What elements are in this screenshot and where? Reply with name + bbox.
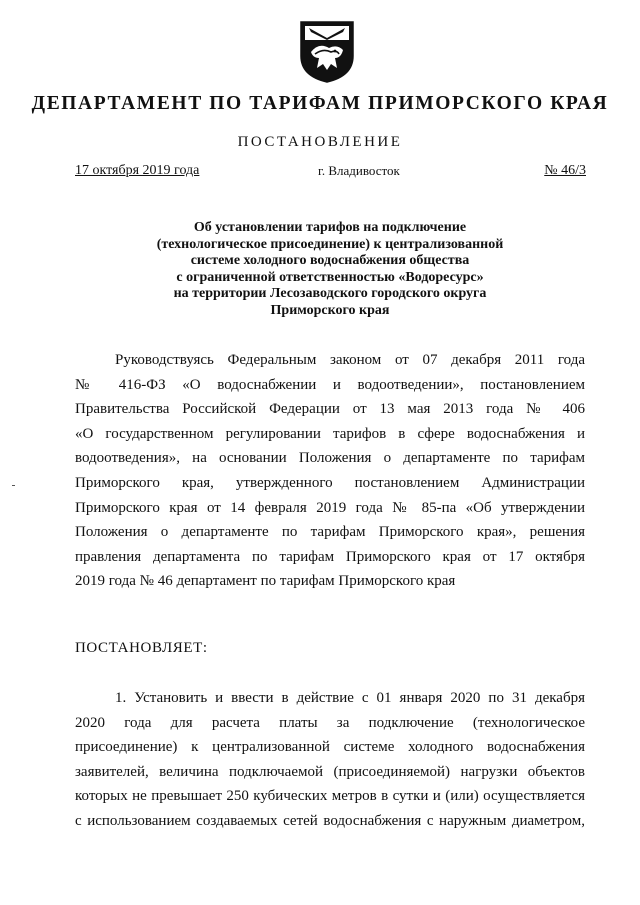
text-line: которых не превышает 250 кубических метров в сутки и (или) осуществляется: [75, 788, 585, 805]
margin-mark: [12, 485, 15, 486]
text-line: 2019 года № 46 департамент по тарифам Приморского края: [75, 573, 456, 590]
text-line: Правительства Российской Федерации от 13 мая 2013 года № 406: [75, 401, 585, 418]
text-line: правления департамента по тарифам Приморского края от 17 октября: [75, 548, 585, 565]
department-title: ДЕПАРТАМЕНТ ПО ТАРИФАМ ПРИМОРСКОГО КРАЯ: [31, 93, 609, 114]
document-subject: [110, 220, 550, 320]
coat-of-arms-emblem: [297, 18, 357, 84]
text-line: водоотведения», на основании Положения о департаменте по тарифам: [75, 450, 585, 467]
document-type: ПОСТАНОВЛЕНИЕ: [237, 134, 403, 150]
item-1-paragraph: [75, 686, 585, 834]
subject-line: (технологическое присоединение) к централизованной: [156, 236, 504, 252]
document-date: 17 октября 2019 года: [75, 163, 200, 178]
text-line: с использованием создаваемых сетей водоснабжения с наружным диаметром,: [75, 812, 585, 829]
text-line: № 416-ФЗ «О водоснабжении и водоотведении», постановлением: [75, 376, 585, 393]
text-line: присоединение) к централизованной системе холодного водоснабжения: [75, 739, 585, 756]
date-line: [75, 163, 586, 181]
text-line: Руководствуясь Федеральным законом от 07 декабря 2011 года: [115, 352, 585, 368]
subject-line: Об установлении тарифов на подключение: [193, 220, 467, 235]
text-line: Приморского края, утвержденного постановлением Администрации: [75, 474, 585, 491]
subject-line: системе холодного водоснабжения общества: [190, 253, 470, 269]
resolve-heading: ПОСТАНОВЛЯЕТ:: [75, 640, 208, 656]
text-line: «О государственном регулировании тарифов в сфере водоснабжения и: [75, 425, 585, 442]
text-line: Приморского края от 14 февраля 2019 года № 85-па «Об утверждении: [75, 499, 585, 516]
subject-line: Приморского края: [270, 302, 390, 318]
subject-line: с ограниченной ответственностью «Водоресурс»: [176, 269, 484, 285]
text-line: заявителей, величина подключаемой (присоединяемой) нагрузки объектов: [75, 763, 585, 780]
text-line: 2020 года для расчета платы за подключение (технологическое: [75, 714, 585, 731]
document-number: № 46/3: [544, 163, 586, 178]
subject-line: на территории Лесозаводского городского округа: [173, 286, 487, 302]
text-line: 1. Установить и ввести в действие с 01 января 2020 по 31 декабря: [115, 690, 585, 706]
preamble-paragraph: [75, 348, 585, 594]
text-line: Положения о департаменте по тарифам Приморского края», решения: [75, 524, 585, 541]
document-city: г. Владивосток: [318, 163, 400, 178]
